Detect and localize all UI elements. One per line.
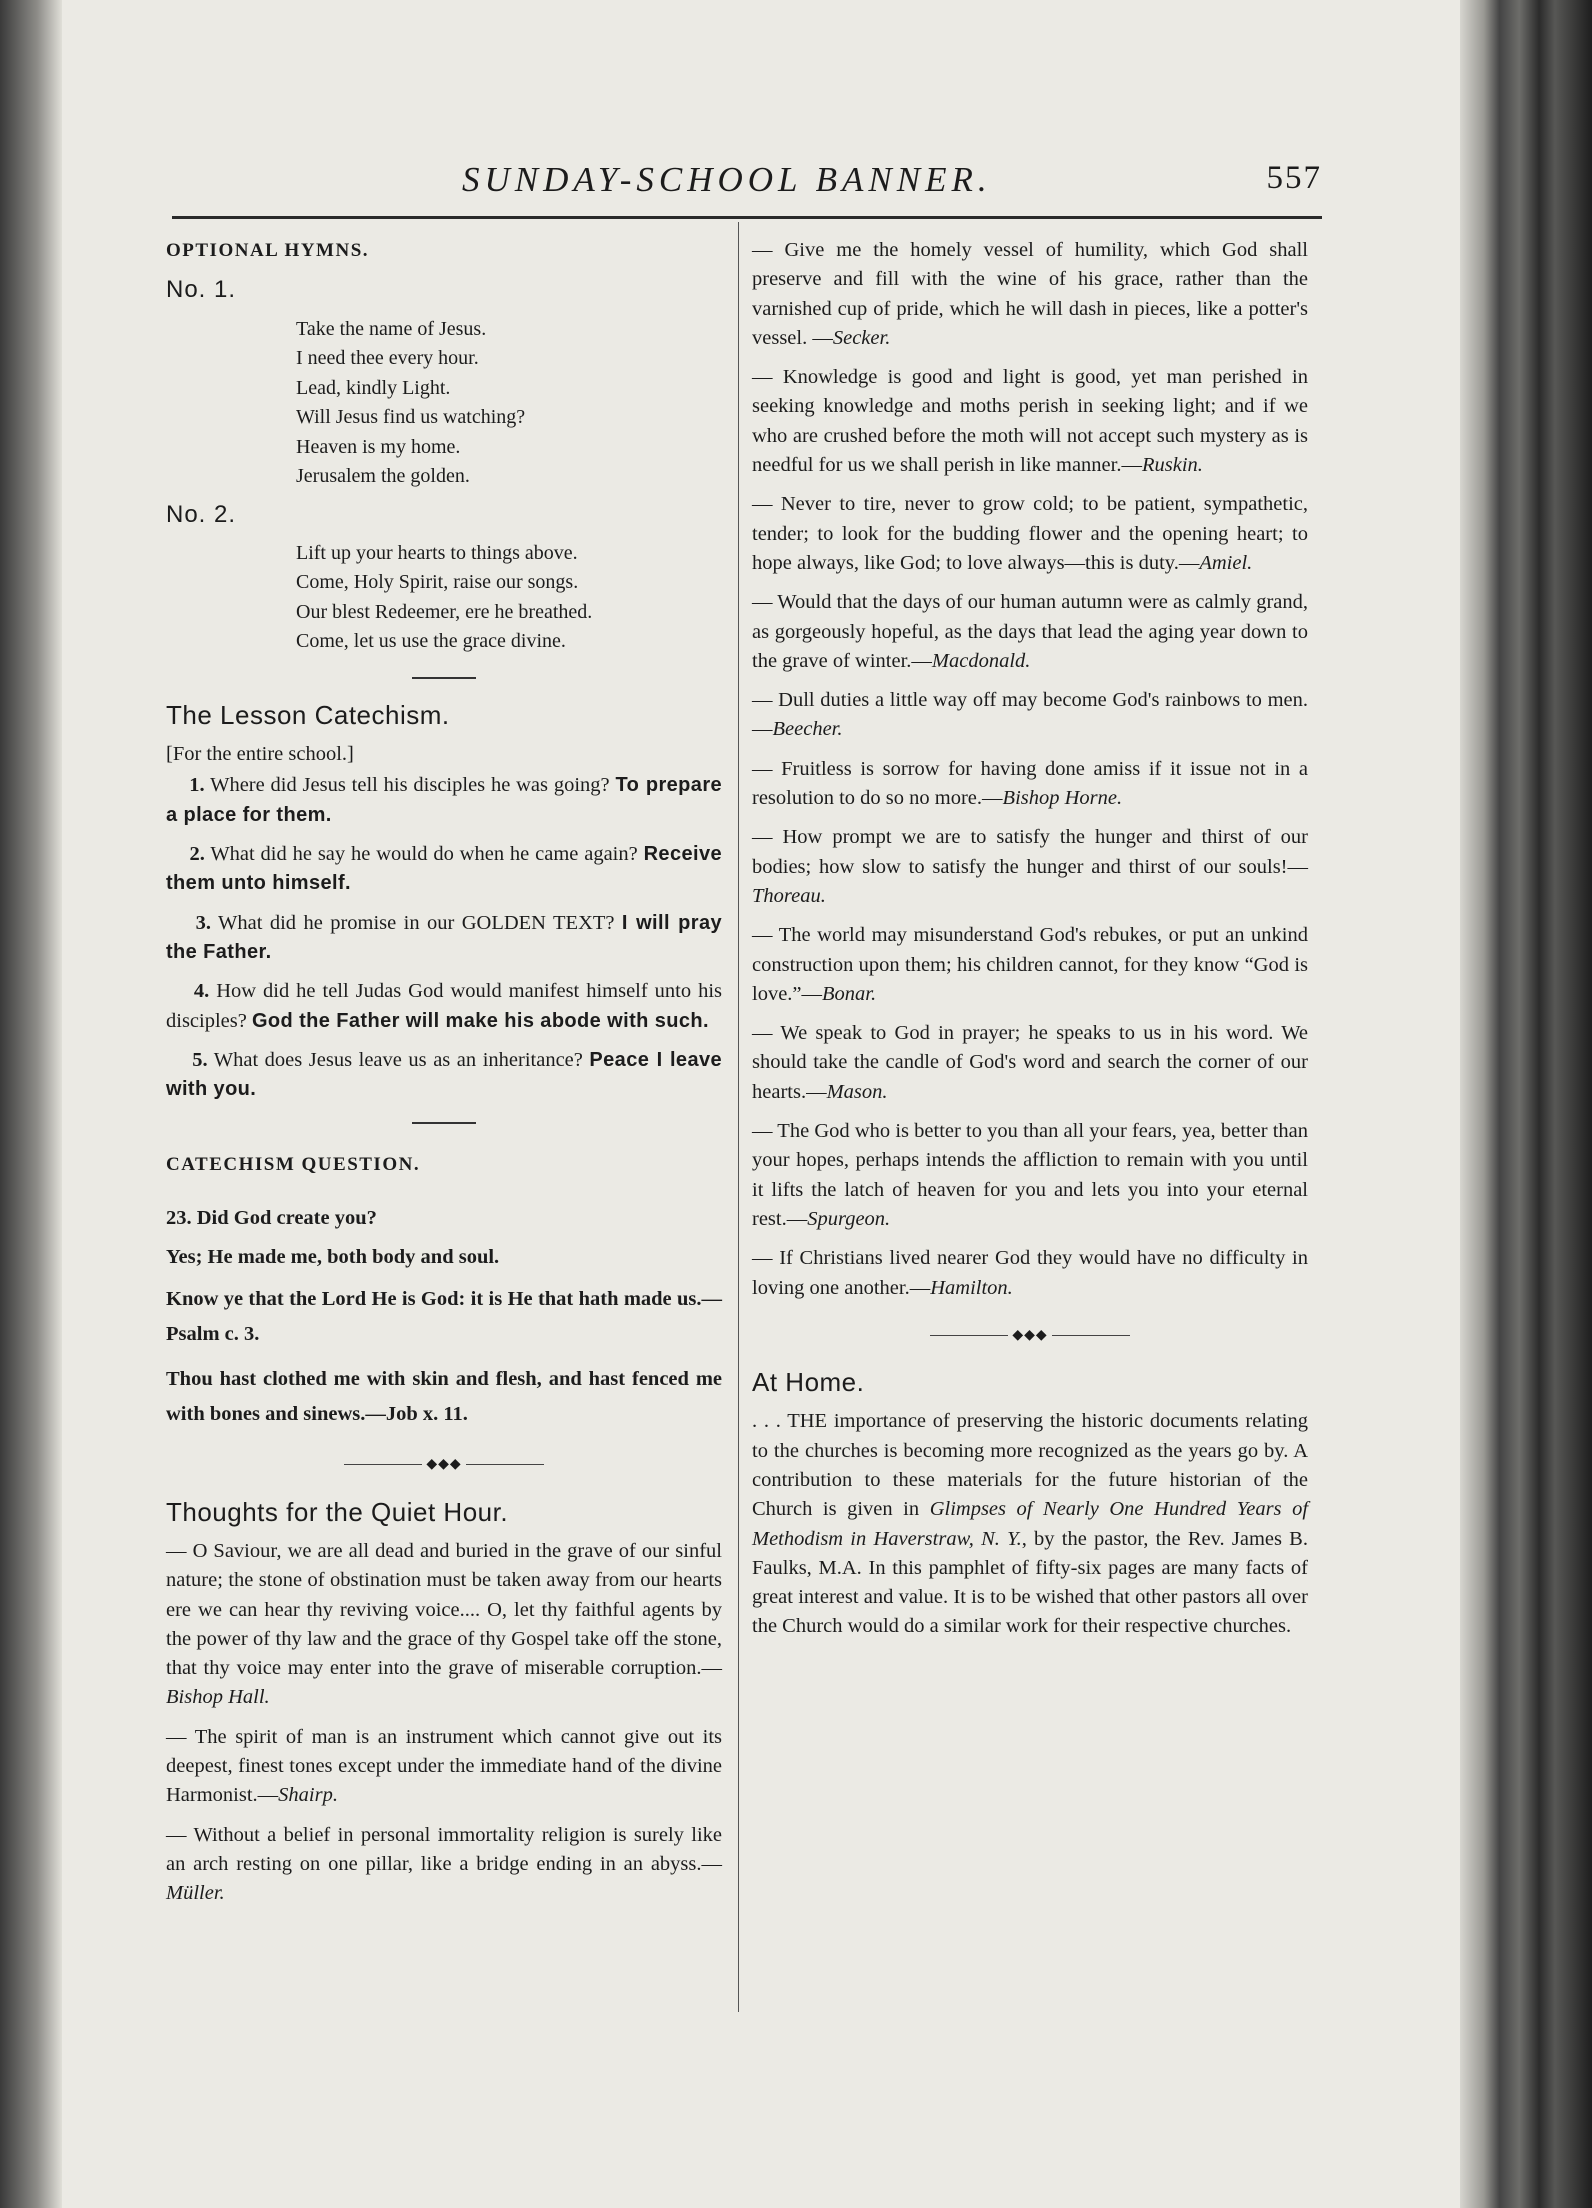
- catechism-item: [166, 909, 722, 968]
- item-number: 1.: [189, 774, 205, 797]
- hymn-item: Lift up your hearts to things above.: [296, 541, 578, 564]
- catechism-answer: Yes; He made me, both body and soul.: [166, 1246, 500, 1269]
- hymn-no1-label: No. 1.: [166, 276, 237, 304]
- quote-paragraph: [752, 588, 1308, 676]
- item-answer: Peace I leave with you.: [166, 1048, 723, 1101]
- ornament-dots-icon: ◆◆◆: [426, 1457, 462, 1473]
- quote-text: — Fruitless is sorrow for having done amiss if it issue not in a resolution to do so no more.—: [752, 757, 1308, 810]
- quote-paragraph: [752, 1117, 1308, 1234]
- quote-paragraph: [752, 823, 1308, 911]
- hymn-list-no1: [296, 315, 722, 492]
- at-home-text: importance of preserving the historic documents relating to the churches is becoming more recognized as the years go by. A contribution to these materials for the future historian of the Church is given in: [752, 1410, 1309, 1521]
- quote-paragraph: [752, 490, 1308, 578]
- item-question: What does Jesus leave us as an inheritance?: [213, 1048, 583, 1071]
- at-home-paragraph: [752, 1407, 1308, 1641]
- quote-author: Macdonald.: [931, 649, 1031, 672]
- running-head: [172, 160, 1322, 212]
- left-column: [166, 236, 722, 1919]
- quote-author: Ruskin.: [1141, 454, 1203, 477]
- quote-text: — Never to tire, never to grow cold; to be patient, sympathetic, tender; to look for the budding flower and the opening heart; to hope always, like God; to love always—this is duty.—: [752, 493, 1308, 574]
- hymn-item: Take the name of Jesus.: [296, 317, 487, 340]
- hymn-item: Come, Holy Spirit, raise our songs.: [296, 571, 579, 594]
- catechism-item: [166, 771, 722, 830]
- hymn-item: Lead, kindly Light.: [296, 376, 451, 399]
- quote-author: Amiel.: [1199, 551, 1253, 574]
- quote-text: — O Saviour, we are all dead and buried in the grave of our sinful nature; the stone of obstination must be taken away from our hearts ere we can hear thy reviving voice.... O, let thy faithful agents by the power of thy law and the grace of thy Gospel take off the stone, that thy voice may enter into the grave of miserable corruption.—: [166, 1539, 722, 1680]
- ornament-dots-icon: ◆◆◆: [1012, 1327, 1048, 1343]
- quiet-hour-title: Thoughts for the Quiet Hour.: [166, 1496, 509, 1527]
- lesson-catechism-subtitle: [For the entire school.]: [166, 743, 354, 766]
- at-home-lead: . . . THE: [752, 1410, 828, 1433]
- optional-hymns-heading: OPTIONAL HYMNS.: [166, 240, 370, 261]
- item-question: What did he say he would do when he came again?: [210, 843, 638, 866]
- hymn-item: I need thee every hour.: [296, 347, 479, 370]
- at-home-text: , by the pastor, the Rev. James B. Faulks, M.A. In this pamphlet of fifty-six pages are many facts of great interest and value. It is to be wished that other pastors all over the Church would do a similar work for their respective churches.: [752, 1527, 1308, 1638]
- quote-text: — How prompt we are to satisfy the hunger and thirst of our bodies; how slow to satisfy the hunger and thirst of our souls!—: [752, 826, 1308, 878]
- pamphlet-title: Glimpses of Nearly One Hundred Years of Methodism in Haverstraw, N. Y.: [752, 1498, 1309, 1550]
- hymn-item: Our blest Redeemer, ere he breathed.: [296, 600, 593, 623]
- column-divider: [738, 222, 739, 2012]
- hymn-no2-label: No. 2.: [166, 500, 237, 528]
- quote-text: — The spirit of man is an instrument which cannot give out its deepest, finest tones except under the immediate hand of the divine Harmonist.—: [166, 1725, 722, 1807]
- quote-author: Bonar.: [822, 982, 877, 1005]
- page-number: 557: [1266, 160, 1322, 196]
- item-number: 4.: [193, 980, 210, 1003]
- right-column: [752, 236, 1308, 1652]
- quote-paragraph: [752, 1019, 1308, 1107]
- quote-paragraph: [752, 686, 1308, 745]
- quote-paragraph: [166, 1723, 722, 1811]
- hymn-list-no2: [296, 539, 722, 657]
- quote-text: — Dull duties a little way off may become God's rainbows to men.—: [752, 689, 1308, 741]
- quote-author: Secker.: [832, 326, 891, 349]
- item-answer: God the Father will make his abode with such.: [251, 1009, 709, 1032]
- hymn-item: Heaven is my home.: [296, 435, 461, 458]
- section-ornament: [166, 1450, 722, 1479]
- quote-text: — Knowledge is good and light is good, yet man perished in seeking knowledge and moths perish in seeking light; and if we who are crushed before the moth will not accept such mystery as is needful for us we shall perish in like manner.—: [752, 366, 1308, 477]
- hymn-item: Jerusalem the golden.: [296, 465, 470, 488]
- item-answer: I will pray the Father.: [166, 911, 723, 963]
- quote-paragraph: [752, 921, 1308, 1009]
- quote-text: — Would that the days of our human autumn were as calmly grand, as gorgeously hopeful, as the days that lead the aging year down to the grave of winter.—: [752, 591, 1308, 672]
- catechism-item: [166, 977, 722, 1036]
- hymn-item: Come, let us use the grace divine.: [296, 630, 566, 653]
- quote-author: Müller.: [166, 1882, 225, 1905]
- item-number: 5.: [192, 1048, 208, 1071]
- quote-author: Mason.: [826, 1080, 888, 1103]
- binding-gutter: [0, 0, 62, 2208]
- quote-author: Spurgeon.: [807, 1207, 891, 1230]
- quote-author: Beecher.: [772, 718, 843, 741]
- quote-author: Thoreau.: [752, 884, 826, 907]
- quote-paragraph: [752, 363, 1308, 480]
- quote-text: — We speak to God in prayer; he speaks to us in his word. We should take the candle of God's word and search the corner of our hearts.—: [752, 1022, 1308, 1103]
- item-question: Where did Jesus tell his disciples he was going?: [210, 774, 610, 797]
- item-answer: To prepare a place for them.: [166, 774, 723, 826]
- item-question: How did he tell Judas God would manifest himself unto his disciples?: [166, 980, 722, 1032]
- book-page-edges: [1460, 0, 1592, 2208]
- quote-text: — Give me the homely vessel of humility, which God shall preserve and fill with the wine of his grace, rather than the varnished cup of pride, which he will dash in pieces, like a potter's vessel. —: [752, 239, 1308, 349]
- item-number: 3.: [195, 911, 211, 934]
- quote-text: — The world may misunderstand God's rebukes, or put an unkind construction upon them; his children cannot, for they know “God is love.”—: [752, 924, 1308, 1005]
- quote-author: Shairp.: [278, 1784, 338, 1807]
- scripture-quote: Know ye that the Lord He is God: it is He that hath made us.—Psalm c. 3.: [166, 1288, 722, 1346]
- quote-paragraph: [166, 1537, 722, 1713]
- section-rule: [412, 1122, 476, 1124]
- section-ornament: [752, 1321, 1308, 1350]
- quote-text: — Without a belief in personal immortality religion is surely like an arch resting on one pillar, like a bridge ending in an abyss.—: [166, 1823, 722, 1875]
- quote-author: Bishop Hall.: [166, 1686, 270, 1709]
- section-rule: [412, 677, 476, 679]
- quote-text: — The God who is better to you than all your fears, yea, better than your hopes, perhaps intends the affliction to remain with you until it lifts the latch of heaven for you and lets you into your eternal rest.—: [752, 1120, 1308, 1230]
- running-title: SUNDAY-SCHOOL BANNER.: [462, 160, 992, 199]
- quote-paragraph: [752, 755, 1308, 814]
- quote-author: Hamilton.: [930, 1276, 1013, 1299]
- catechism-question-heading: CATECHISM QUESTION.: [166, 1154, 421, 1176]
- quote-author: Bishop Horne.: [1002, 787, 1123, 810]
- catechism-item: [166, 1046, 722, 1105]
- catechism-item: [166, 840, 722, 899]
- hymn-item: Will Jesus find us watching?: [296, 406, 526, 429]
- lesson-catechism-title: The Lesson Catechism.: [166, 699, 450, 730]
- quote-paragraph: [752, 1244, 1308, 1303]
- catechism-question: 23. Did God create you?: [166, 1206, 377, 1229]
- item-question: What did he promise in our GOLDEN TEXT?: [218, 911, 615, 934]
- header-rule: [172, 216, 1322, 219]
- item-answer: Receive them unto himself.: [166, 843, 723, 895]
- quote-paragraph: [166, 1821, 722, 1909]
- quote-paragraph: [752, 236, 1308, 353]
- item-number: 2.: [189, 843, 205, 866]
- at-home-title: At Home.: [752, 1367, 865, 1398]
- quote-text: — If Christians lived nearer God they would have no difficulty in loving one another.—: [752, 1247, 1308, 1299]
- scripture-quote: Thou hast clothed me with skin and flesh, and hast fenced me with bones and sinews.—Job x. 11.: [166, 1368, 722, 1426]
